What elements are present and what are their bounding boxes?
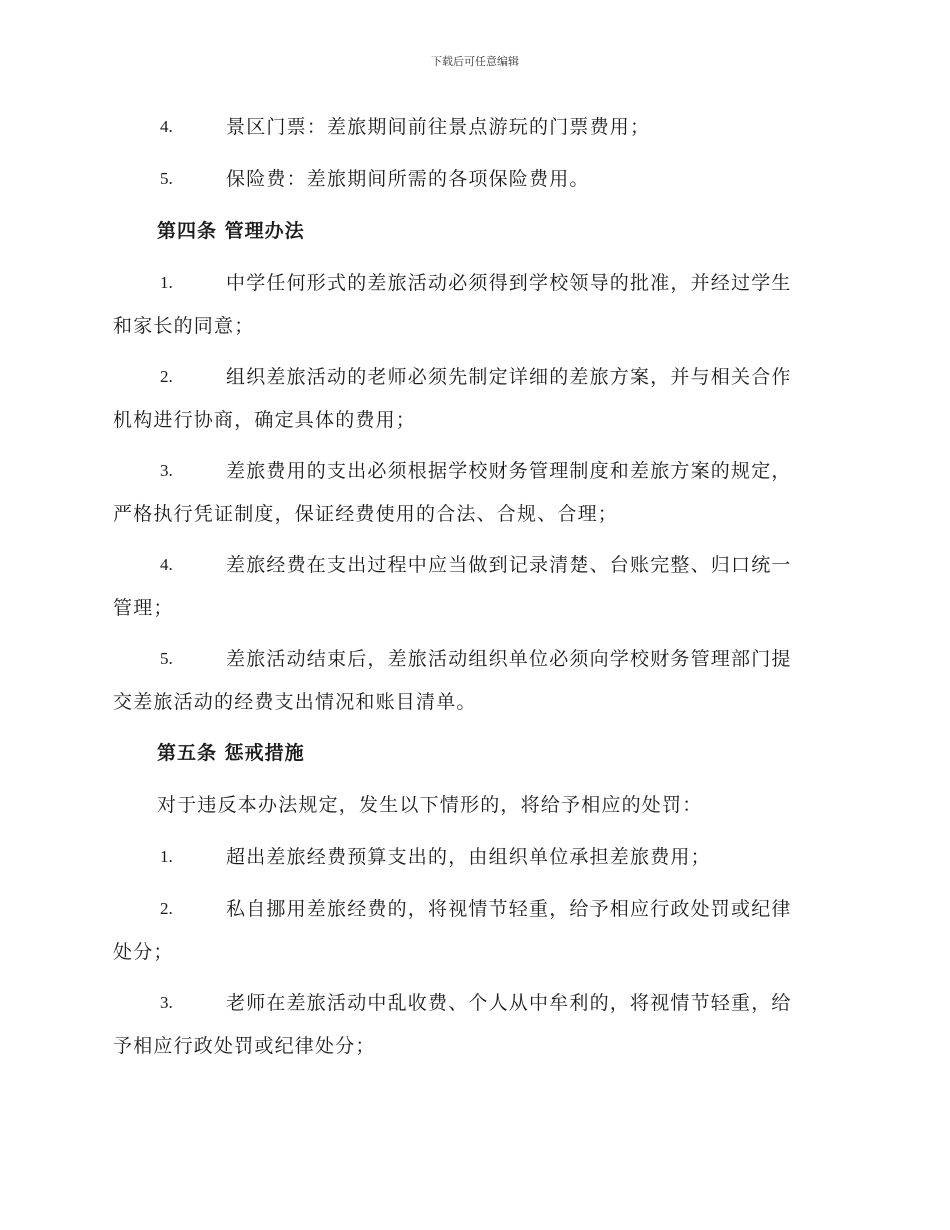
list-item-text: 景区门票：差旅期间前往景点游玩的门票费用；: [226, 116, 651, 138]
list-item-text: 组织差旅活动的老师必须先制定详细的差旅方案，并与相关合作: [226, 366, 792, 388]
list-item-text: 私自挪用差旅经费的，将视情节轻重，给予相应行政处罚或纪律: [226, 898, 792, 920]
page-header: 下载后可任意编辑: [431, 55, 519, 68]
list-item-number: 4.: [160, 117, 173, 136]
list-item-text-continued: 交差旅活动的经费支出情况和账目清单。: [113, 691, 477, 713]
list-item-number: 5.: [160, 169, 173, 188]
list-item-number: 3.: [160, 461, 173, 480]
list-item-number: 1.: [160, 273, 173, 292]
list-item-text: 差旅费用的支出必须根据学校财务管理制度和差旅方案的规定，: [226, 460, 792, 482]
list-item-text: 保险费：差旅期间所需的各项保险费用。: [226, 168, 590, 190]
list-item-text-continued: 和家长的同意；: [113, 315, 255, 337]
list-item-number: 2.: [160, 367, 173, 386]
section-heading: 第五条 惩戒措施: [157, 742, 305, 764]
list-item-number: 2.: [160, 899, 173, 918]
list-item-text: 差旅活动结束后，差旅活动组织单位必须向学校财务管理部门提: [226, 648, 792, 670]
list-item-number: 4.: [160, 555, 173, 574]
list-item-text-continued: 处分；: [113, 941, 174, 963]
list-item-text-continued: 管理；: [113, 597, 174, 619]
list-item-number: 1.: [160, 847, 173, 866]
list-item-text: 老师在差旅活动中乱收费、个人从中牟利的，将视情节轻重，给: [226, 992, 792, 1014]
list-item-text-continued: 严格执行凭证制度，保证经费使用的合法、合规、合理；: [113, 503, 619, 525]
list-item-text: 中学任何形式的差旅活动必须得到学校领导的批准，并经过学生: [226, 272, 792, 294]
list-item-text: 超出差旅经费预算支出的，由组织单位承担差旅费用；: [226, 846, 711, 868]
section-heading: 第四条 管理办法: [157, 220, 305, 242]
list-item-text: 差旅经费在支出过程中应当做到记录清楚、台账完整、归口统一: [226, 554, 792, 576]
section-intro: 对于违反本办法规定，发生以下情形的，将给予相应的处罚：: [157, 794, 703, 816]
list-item-number: 5.: [160, 649, 173, 668]
list-item-text-continued: 机构进行协商，确定具体的费用；: [113, 409, 417, 431]
list-item-number: 3.: [160, 993, 173, 1012]
list-item-text-continued: 予相应行政处罚或纪律处分；: [113, 1035, 376, 1057]
